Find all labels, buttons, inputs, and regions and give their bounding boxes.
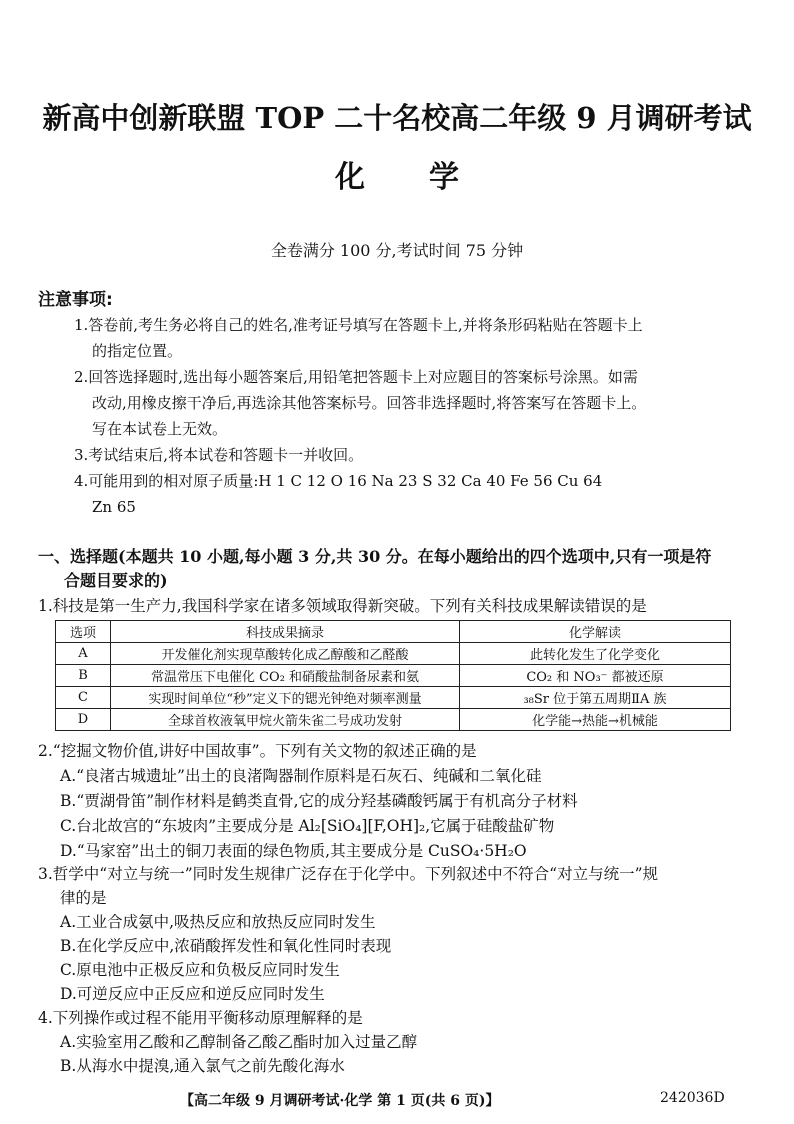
table-header: 科技成果摘录 xyxy=(111,621,460,643)
table-row xyxy=(56,687,731,709)
table-cell: ₃₈Sr 位于第五周期ⅡA 族 xyxy=(460,687,731,709)
table-cell: C xyxy=(56,687,111,709)
question-3-option: A.工业合成氨中,吸热反应和放热反应同时发生 xyxy=(60,913,376,931)
question-2-option: D.“马家窑”出土的铜刀表面的绿色物质,其主要成分是 CuSO₄·5H₂O xyxy=(60,842,527,860)
notice-line: 的指定位置。 xyxy=(92,342,183,360)
question-1-stem: 1.科技是第一生产力,我国科学家在诸多领域取得新突破。下列有关科技成果解读错误的是 xyxy=(38,597,647,615)
question-4-option: A.实验室用乙酸和乙醇制备乙酸乙酯时加入过量乙醇 xyxy=(60,1033,418,1051)
question-2-option: B.“贾湖骨笛”制作材料是鹤类直骨,它的成分羟基磷酸钙属于有机高分子材料 xyxy=(60,792,578,810)
table-row xyxy=(56,643,731,665)
question-4-stem: 4.下列操作或过程不能用平衡移动原理解释的是 xyxy=(38,1009,363,1027)
notice-line: 1.答卷前,考生务必将自己的姓名,准考证号填写在答题卡上,并将条形码粘贴在答题卡上 xyxy=(74,316,643,334)
table-row xyxy=(56,709,731,731)
table-cell: A xyxy=(56,643,111,665)
table-cell: CO₂ 和 NO₃⁻ 都被还原 xyxy=(460,665,731,687)
table-header: 化学解读 xyxy=(460,621,731,643)
table-row xyxy=(56,665,731,687)
table-header: 选项 xyxy=(56,621,111,643)
section-heading: 一、选择题(本题共 10 小题,每小题 3 分,共 30 分。在每小题给出的四个选项中,只有一项是符 xyxy=(38,547,712,566)
question-2-option: A.“良渚古城遗址”出土的良渚陶器制作原料是石灰石、纯碱和二氧化硅 xyxy=(60,767,542,785)
notice-line: 2.回答选择题时,选出每小题答案后,用铅笔把答题卡上对应题目的答案标号涂黑。如需 xyxy=(74,368,638,386)
question-3-option: D.可逆反应中正反应和逆反应同时发生 xyxy=(60,985,325,1003)
question-3-option: C.原电池中正极反应和负极反应同时发生 xyxy=(60,961,340,979)
question-3-stem-cont: 律的是 xyxy=(60,889,107,907)
table-cell: 实现时间单位“秒”定义下的锶光钟绝对频率测量 xyxy=(111,687,460,709)
table-cell: 全球首枚液氧甲烷火箭朱雀二号成功发射 xyxy=(111,709,460,731)
question-2-option: C.台北故宫的“东坡肉”主要成分是 Al₂[SiO₄][F,OH]₂,它属于硅酸盐矿物 xyxy=(60,817,555,835)
table-header-row xyxy=(56,621,731,643)
notice-line: 写在本试卷上无效。 xyxy=(92,420,228,438)
question-4-option: B.从海水中提溴,通入氯气之前先酸化海水 xyxy=(60,1057,345,1075)
notice-heading: 注意事项: xyxy=(38,290,113,310)
subject-title: 化学 xyxy=(335,160,523,195)
exam-code: 242036D xyxy=(660,1090,725,1106)
question-2-stem: 2.“挖掘文物价值,讲好中国故事”。下列有关文物的叙述正确的是 xyxy=(38,742,477,760)
table-cell: B xyxy=(56,665,111,687)
question-1-table xyxy=(55,620,731,731)
question-3-option: B.在化学反应中,浓硝酸挥发性和氧化性同时表现 xyxy=(60,937,392,955)
notice-line: 改动,用橡皮擦干净后,再选涂其他答案标号。回答非选择题时,将答案写在答题卡上。 xyxy=(92,394,647,412)
table-cell: 开发催化剂实现草酸转化成乙醇酸和乙醛酸 xyxy=(111,643,460,665)
full-mark-note: 全卷满分 100 分,考试时间 75 分钟 xyxy=(270,241,524,260)
notice-line: Zn 65 xyxy=(92,498,136,516)
section-heading-cont: 合题目要求的) xyxy=(64,571,168,590)
page-footer: 【高二年级 9 月调研考试·化学 第 1 页(共 6 页)】 xyxy=(180,1093,500,1109)
table-cell: 此转化发生了化学变化 xyxy=(460,643,731,665)
table-cell: D xyxy=(56,709,111,731)
table-cell: 化学能→热能→机械能 xyxy=(460,709,731,731)
question-3-stem: 3.哲学中“对立与统一”同时发生规律广泛存在于化学中。下列叙述中不符合“对立与统一”规 xyxy=(38,865,658,883)
notice-line: 3.考试结束后,将本试卷和答题卡一并收回。 xyxy=(74,446,364,464)
table-cell: 常温常压下电催化 CO₂ 和硝酸盐制备尿素和氨 xyxy=(111,665,460,687)
exam-title: 新高中创新联盟 TOP 二十名校高二年级 9 月调研考试 xyxy=(42,101,752,135)
notice-line: 4.可能用到的相对原子质量:H 1 C 12 O 16 Na 23 S 32 Ca 40 Fe 56 Cu 64 xyxy=(74,472,603,490)
